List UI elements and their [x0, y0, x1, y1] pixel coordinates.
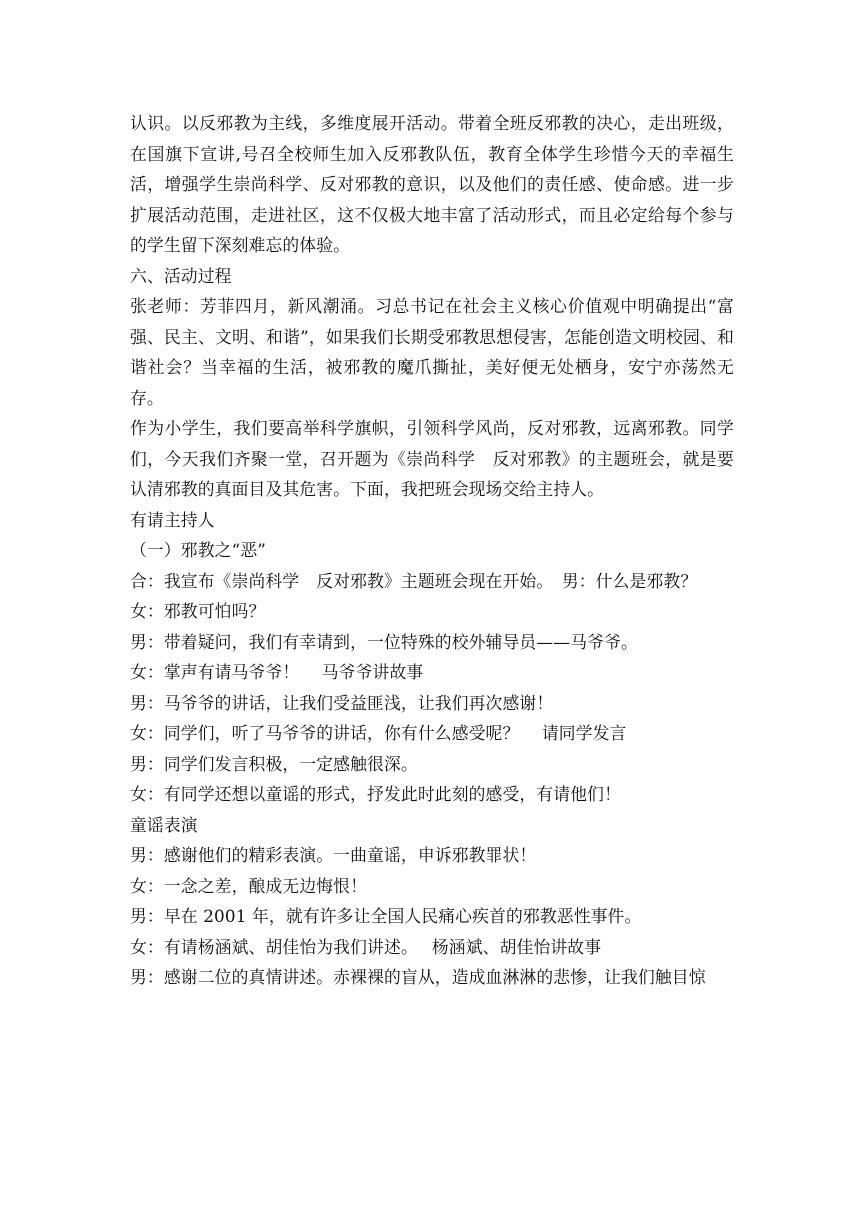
paragraph-intro: 认识。以反邪教为主线，多维度展开活动。带着全班反邪教的决心，走出班级，在国旗下宣讲,号召全校师生加入反邪教队伍，教育全体学生珍惜今天的幸福生活，增强学生崇尚科学、反对邪教的意识，以及他们的责任感、使命感。进一步扩展活动范围，走进社区，这不仅极大地丰富了活动形式，而且必定给每个参与的学生留下深刻难忘的体验。: [130, 113, 734, 255]
paragraph-teacher-opening: 张老师：芳菲四月，新风潮涌。习总书记在社会主义核心价值观中明确提出“富强、民主、文明、和谐”，如果我们长期受邪教思想侵害，怎能创造文明校园、和谐社会？当幸福的生活，被邪教的魔爪撕扯，美好便无处栖身，安宁亦荡然无存。: [130, 296, 734, 408]
document-page: [130, 108, 734, 993]
paragraph-teacher-intro: 作为小学生，我们要高举科学旗帜，引领科学风尚，反对邪教，远离邪教。同学们，今天我们齐聚一堂，召开题为《崇尚科学 反对邪教》的主题班会，就是要认清邪教的真面目及其危害。下面，我把班会现场交给主持人。: [130, 418, 734, 499]
dialogue-line: 女：掌声有请马爷爷！ 马爷爷讲故事: [130, 662, 424, 682]
subsection-heading-evil: （一）邪教之“恶”: [130, 540, 266, 560]
dialogue-line: 女：邪教可怕吗？: [130, 601, 266, 621]
dialogue-line: 合：我宣布《崇尚科学 反对邪教》主题班会现在开始。 男：什么是邪教？: [130, 570, 698, 591]
line-invite-hosts: 有请主持人: [130, 509, 215, 530]
dialogue-line: 女：同学们，听了马爷爷的讲话，你有什么感受呢？ 请同学发言: [130, 723, 627, 743]
stage-direction-nursery-rhyme: 童谣表演: [130, 814, 198, 835]
dialogue-line: 女：有同学还想以童谣的形式，抒发此时此刻的感受，有请他们！: [130, 784, 622, 804]
dialogue-line: 男：马爷爷的讲话，让我们受益匪浅，让我们再次感谢！: [130, 692, 554, 713]
dialogue-line: 男：带着疑问，我们有幸请到，一位特殊的校外辅导员——马爷爷。: [130, 631, 638, 652]
section-heading-activity-process: 六、活动过程: [130, 265, 232, 286]
dialogue-line: 男：感谢二位的真情讲述。赤裸裸的盲从，造成血淋淋的悲惨，让我们触目惊: [130, 967, 706, 987]
dialogue-line: 男：同学们发言积极，一定感触很深。: [130, 753, 418, 774]
dialogue-line: 男：早在 2001 年，就有许多让全国人民痛心疾首的邪教恶性事件。: [130, 906, 642, 926]
dialogue-line: 女：有请杨涵斌、胡佳怡为我们讲述。 杨涵斌、胡佳怡讲故事: [130, 936, 602, 957]
dialogue-line: 女：一念之差，酿成无边悔恨！: [130, 875, 368, 896]
dialogue-line: 男：感谢他们的精彩表演。一曲童谣，申诉邪教罪状！: [130, 845, 537, 865]
